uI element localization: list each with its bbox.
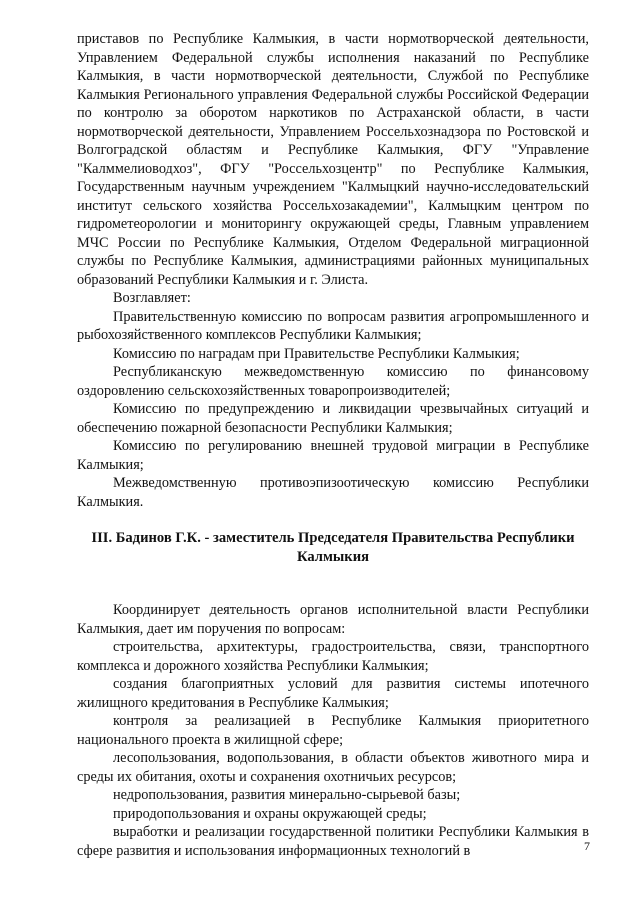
list-item-nature-management: природопользования и охраны окружающей среды; (113, 805, 427, 822)
paragraph-continuation: приставов по Республике Калмыкия, в части нормотворческой деятельности, Управлением Федеральной службы исполнения наказаний по Республике Калмыкия, в части нормотворческой деятельности, Службой по Республике Калмыкия Регионального управления Федеральной службы Российской Федерации по контролю за оборотом наркотиков по Астраханской области, в части нормотворческой деятельности, Управлением Россельхознадзора по Ростовской и Волгоградской областям и Республике Калмыкия, ФГУ "Управление "Калммелиоводхоз", ФГУ "Россельхозцентр" по Республике Калмыкия, Государственным научным учреждением "Калмыцкий научно-исследовательский институт сельского хозяйства Россельхозакадемии", Калмыцким центром по гидрометеорологии и мониторингу окружающей среды, Главным управлением МЧС России по Республике Калмыкия, Отделом Федеральной миграционной службы по Республике Калмыкия, администрациями районных муниципальных образований Республики Калмыкия и г. Элиста. (77, 31, 589, 288)
list-item-mortgage: создания благоприятных условий для развития системы ипотечного жилищного кредитования в Республике Калмыкия; (77, 676, 589, 711)
body-text (77, 30, 589, 860)
list-item-it-policy: выработки и реализации государственной политики Республики Калмыкия в сфере развития и использования информационных технологий в (77, 824, 589, 859)
document-page (77, 30, 589, 860)
paragraph-coordinates: Координирует деятельность органов исполнительной власти Республики Калмыкия, дает им поручения по вопросам: (77, 602, 589, 637)
list-item-housing-project: контроля за реализацией в Республике Калмыкия приоритетного национального проекта в жилищной сфере; (77, 713, 589, 748)
list-item-emergency-commission: Комиссию по предупреждению и ликвидации чрезвычайных ситуаций и обеспечению пожарной безопасности Республики Калмыкия; (77, 401, 589, 436)
list-item-construction: строительства, архитектуры, градостроительства, связи, транспортного комплекса и дорожного хозяйства Республики Калмыкия; (77, 639, 589, 674)
section-heading-line2: Калмыкия (296, 549, 370, 565)
section-heading-line1: III. Бадинов Г.К. - заместитель Председателя Правительства Республики (91, 530, 575, 546)
list-item-epizootic-commission: Межведомственную противоэпизоотическую комиссию Республики Калмыкия. (77, 475, 589, 510)
list-item-agro-commission: Правительственную комиссию по вопросам развития агропромышленного и рыбохозяйственного комплексов Республики Калмыкия; (77, 308, 589, 343)
page-number: 7 (584, 839, 590, 853)
list-item-financial-recovery-commission: Республиканскую межведомственную комиссию по финансовому оздоровлению сельскохозяйственных товаропроизводителей; (77, 364, 589, 399)
section-heading (77, 529, 589, 567)
paragraph-heads-label: Возглавляет: (113, 290, 191, 306)
list-item-forestry-water: лесопользования, водопользования, в области объектов животного мира и среды их обитания, охоты и сохранения охотничьих ресурсов; (77, 750, 589, 785)
list-item-awards-commission: Комиссию по наградам при Правительстве Республики Калмыкия; (113, 345, 520, 362)
list-item-subsoil: недропользования, развития минерально-сырьевой базы; (113, 787, 461, 803)
list-item-labour-migration-commission: Комиссию по регулированию внешней трудовой миграции в Республике Калмыкия; (77, 438, 589, 473)
